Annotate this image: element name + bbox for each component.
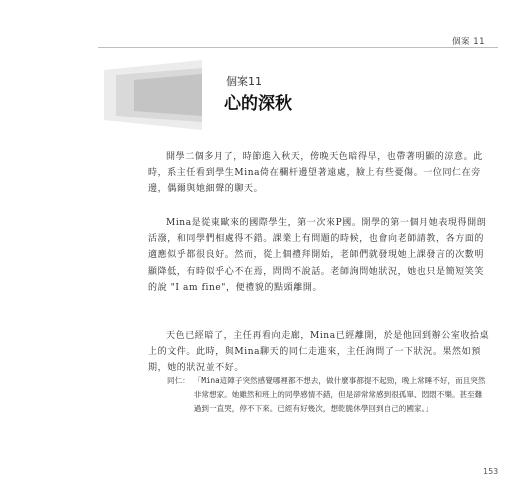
header-rule: [98, 47, 498, 48]
quote-text: 「Mina這陣子突然感覺哪裡都不想去，做什麼事都提不起勁，晚上常睡不好，而且突然非常想家。她雖然和班上的同學感情不錯，但是卻常常感到很孤單、悶悶不樂。甚至難過到一直哭，停不下來。已經有好幾次，想乾脆休學回到自己的國家。」: [193, 376, 486, 413]
chapter-decoration: [104, 60, 204, 130]
paragraph-2: [148, 215, 493, 296]
paragraph-1: [148, 149, 493, 198]
paragraph-3-text: 天色已經暗了，主任再看向走廊，Mina已經離開，於是他回到辦公室收拾桌上的文件。此時，與Mina聊天的同仁走進來，主任詢問了一下狀況。果然如預期，她的狀況並不好。: [148, 331, 490, 374]
paragraph-3: [148, 328, 493, 377]
deco-front-panel: [134, 74, 202, 116]
running-title: 個案 11: [452, 37, 486, 47]
paragraph-1-text: 開學二個多月了，時節進入秋天，傍晚天色暗得早，也帶著明顯的涼意。此時，系主任看到學生Mina倚在欄杆邊望著遠處，臉上有些憂傷。一位同仁在旁邊，偶爾與她細聲的聊天。: [148, 152, 483, 195]
colleague-quote: [167, 374, 487, 416]
quote-speaker: 同仁：: [167, 376, 190, 385]
page-number: 153: [483, 467, 499, 476]
chapter-title: 心的深秋: [224, 94, 292, 114]
chapter-number: 個案11: [226, 75, 262, 88]
paragraph-2-text: Mina是從東歐來的國際學生，第一次來P國。開學的第一個月她表現得開朗活潑，和同學們相處得不錯。課業上有問題的時候，也會向老師請教，各方面的適應似乎都很良好。然而，從上個禮拜開始，老師們就發現她上課發言的次數明顯降低，有時似乎心不在焉，問問不說話。老師詢問她狀況，她也只是簡短笑笑的說 "I am fine"，便禮貌的點頭離開。: [148, 218, 487, 293]
